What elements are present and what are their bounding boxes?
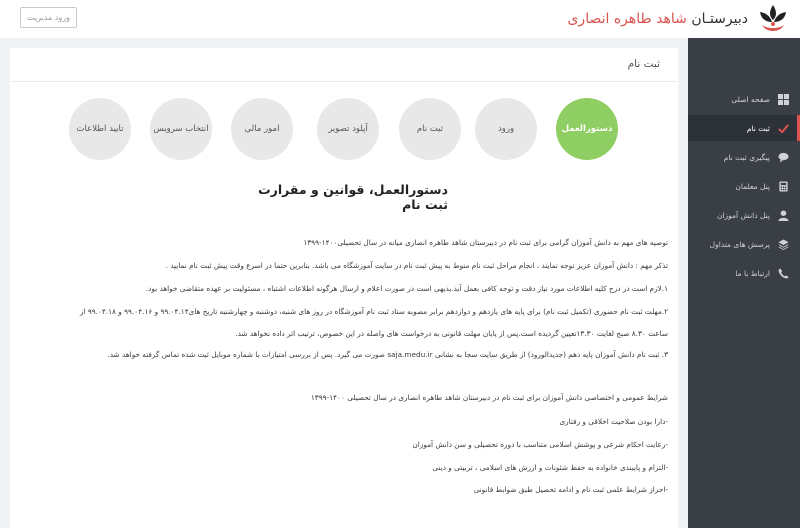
paragraph: ساعت ۸.۳۰ صبح لغایت ۱۳.۳۰تعیین گردیده است.پس از پایان مهلت قانونی به درخواست های واصله در این خصوص، ترتیب اثر داده نخواهد شد. (235, 329, 668, 338)
step-financial[interactable]: امور مالی (231, 98, 293, 160)
top-bar (0, 0, 800, 38)
brand-title-part2: شاهد طاهره انصاری (567, 11, 687, 27)
windows-icon (772, 94, 794, 105)
paragraph: -دارا بودن صلاحیت اخلاقی و رفتاری (559, 417, 668, 426)
sidebar-item-label: صفحه اصلی (731, 94, 770, 104)
sidebar-item-label: پنل دانش آموزان (716, 210, 770, 220)
page-title: ثبت نام (627, 58, 660, 70)
divider (10, 81, 678, 82)
sidebar-item-label: ثبت نام (746, 123, 770, 133)
layers-icon (772, 239, 794, 250)
step-upload-photo[interactable]: آپلود تصویر (317, 98, 379, 160)
paragraph: ۱.لازم است در درج کلیه اطلاعات مورد نیاز دقت و توجه کافی بعمل آید.بدیهی است در صورت اعلام و ارسال هرگونه اطلاعات اشتباه ، مسئولیت بر عهده متقاضی خواهد بود. (145, 284, 668, 293)
admin-login-button[interactable]: ورود مدیریت (20, 7, 77, 28)
paragraph: شرایط عمومی و اختصاصی دانش آموزان برای ثبت نام در دبیرستان شاهد طاهره انصاری در سال تحصیلی ۱۴۰۰-۱۳۹۹ (310, 393, 668, 402)
step-instructions[interactable]: دستورالعمل (556, 98, 618, 160)
paragraph: توصیه های مهم به دانش آموزان گرامی برای ثبت نام در دبیرستان شاهد طاهره انصاری میانه در سال تحصیلی۱۴۰۰-۱۳۹۹ (303, 238, 668, 247)
brand-title (567, 11, 748, 27)
user-icon (772, 210, 794, 221)
paragraph: تذکر مهم : دانش آموزان عزیز توجه نمایند ، انجام مراحل ثبت نام منوط به پیش ثبت نام در سایت آموزشگاه می باشد. بنابرین حتما در اسرع وقت پیش ثبت نام نمایید . (165, 261, 668, 270)
paragraph: -احراز شرایط علمی ثبت نام و ادامه تحصیل طبق ضوابط قانونی (473, 485, 668, 494)
sidebar-item-students[interactable] (688, 202, 800, 228)
brand[interactable] (567, 2, 790, 36)
sidebar-item-label: پنل معلمان (735, 181, 770, 191)
step-login[interactable]: ورود (475, 98, 537, 160)
paragraph: -التزام و پایبندی خانواده به حفظ شئونات و ارزش های اسلامی ، تربیتی و دینی (432, 463, 668, 472)
calculator-icon (772, 181, 794, 192)
sidebar (688, 38, 800, 528)
sidebar-item-tracking[interactable] (688, 144, 800, 170)
sidebar-item-label: پرسش های متداول (709, 239, 770, 249)
sidebar-item-contact[interactable] (688, 260, 800, 286)
phone-icon (772, 268, 794, 279)
step-registration[interactable]: ثبت نام (399, 98, 461, 160)
sidebar-item-label: پیگیری ثبت نام (723, 152, 770, 162)
sidebar-item-home[interactable] (688, 86, 800, 112)
logo-icon (756, 3, 790, 35)
sidebar-item-label: ارتباط با ما (735, 268, 770, 278)
paragraph: ۲.مهلت ثبت نام حضوری (تکمیل ثبت نام) برای پایه های یازدهم و دوازدهم برابر مصوبه ستاد ثبت نام آموزشگاه در روز های شنبه، دوشنبه و چهارشنبه تاریخ های۹۹.۰۴.۱۴ و ۹۹.۰۴.۱۶ و ۹۹.۰۴.۱۸ از (79, 307, 668, 316)
paragraph: ۳. ثبت نام دانش آموزان پایه دهم (جدیدالورود) از طریق سایت سجا به نشانی saja.medu.ir صورت می گیرد. پس از بررسی امتیازات با شماره موبایل ثبت شده تماس گرفته خواهد شد. (107, 350, 668, 359)
section-heading: دستورالعمل، قوانین و مقرارت ثبت نام (258, 182, 448, 212)
step-confirm-info[interactable]: تایید اطلاعات (69, 98, 131, 160)
chat-icon (772, 152, 794, 163)
sidebar-item-faq[interactable] (688, 231, 800, 257)
paragraph: -رعایت احکام شرعی و پوشش اسلامی متناسب با دوره تحصیلی و سن دانش آموزان (412, 440, 668, 449)
check-icon (772, 123, 794, 134)
main-panel (10, 48, 678, 528)
brand-title-part1: دبیرستـان (691, 11, 748, 27)
sidebar-item-registration[interactable] (688, 115, 800, 141)
sidebar-item-teachers[interactable] (688, 173, 800, 199)
step-choose-service[interactable]: انتخاب سرویس (150, 98, 212, 160)
